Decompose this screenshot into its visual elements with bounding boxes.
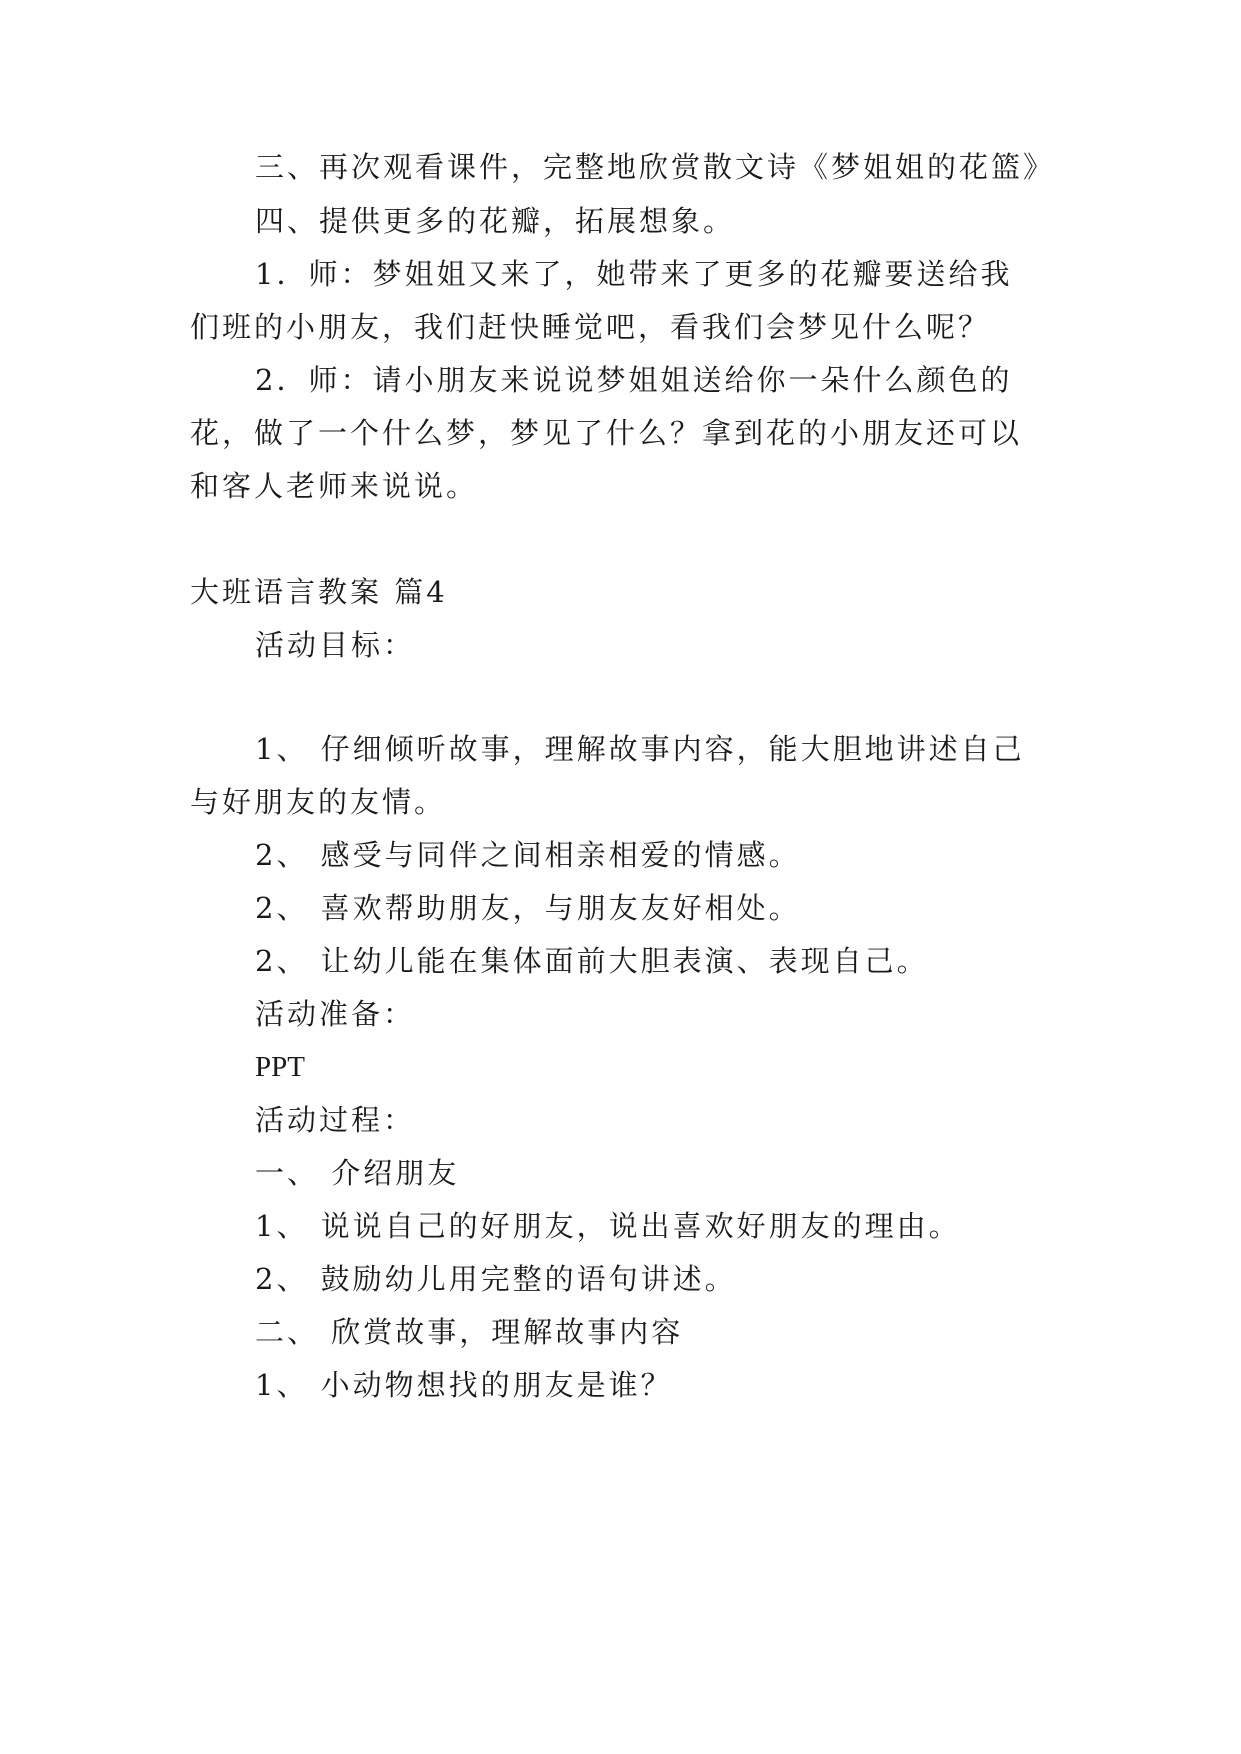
goal-item-2: 2、 感受与同伴之间相亲相爱的情感。 xyxy=(255,838,801,872)
paragraph-item-2-line-2: 花，做了一个什么梦，梦见了什么？拿到花的小朋友还可以 xyxy=(190,416,1023,450)
paragraph-item-2-line-1: 2．师：请小朋友来说说梦姐姐送给你一朵什么颜色的 xyxy=(255,363,1013,397)
heading-activity-process: 活动过程： xyxy=(255,1103,416,1137)
paragraph-step-three: 三、再次观看课件，完整地欣赏散文诗《梦姐姐的花篮》 xyxy=(255,150,1056,184)
goal-item-3: 2、 喜欢帮助朋友，与朋友友好相处。 xyxy=(255,891,801,925)
heading-activity-goals: 活动目标： xyxy=(255,628,416,662)
process-step-one-item-1: 1、 说说自己的好朋友，说出喜欢好朋友的理由。 xyxy=(255,1209,961,1243)
goal-item-1-line-2: 与好朋友的友情。 xyxy=(190,785,447,819)
process-step-two: 二、 欣赏故事，理解故事内容 xyxy=(255,1315,684,1349)
process-step-two-item-1: 1、 小动物想找的朋友是谁？ xyxy=(255,1368,673,1402)
paragraph-item-1-line-1: 1．师：梦姐姐又来了，她带来了更多的花瓣要送给我 xyxy=(255,257,1013,291)
preparation-ppt: PPT xyxy=(255,1051,305,1083)
goal-item-4: 2、 让幼儿能在集体面前大胆表演、表现自己。 xyxy=(255,944,929,978)
paragraph-step-four: 四、提供更多的花瓣，拓展想象。 xyxy=(255,204,736,238)
section-heading: 大班语言教案 篇4 xyxy=(190,575,448,609)
heading-activity-preparation: 活动准备： xyxy=(255,997,416,1031)
paragraph-item-1-line-2: 们班的小朋友，我们赶快睡觉吧，看我们会梦见什么呢？ xyxy=(190,310,991,344)
process-step-one-item-2: 2、 鼓励幼儿用完整的语句讲述。 xyxy=(255,1262,737,1296)
paragraph-item-2-line-3: 和客人老师来说说。 xyxy=(190,469,479,503)
process-step-one: 一、 介绍朋友 xyxy=(255,1156,460,1190)
goal-item-1-line-1: 1、 仔细倾听故事，理解故事内容，能大胆地讲述自己 xyxy=(255,732,1025,766)
